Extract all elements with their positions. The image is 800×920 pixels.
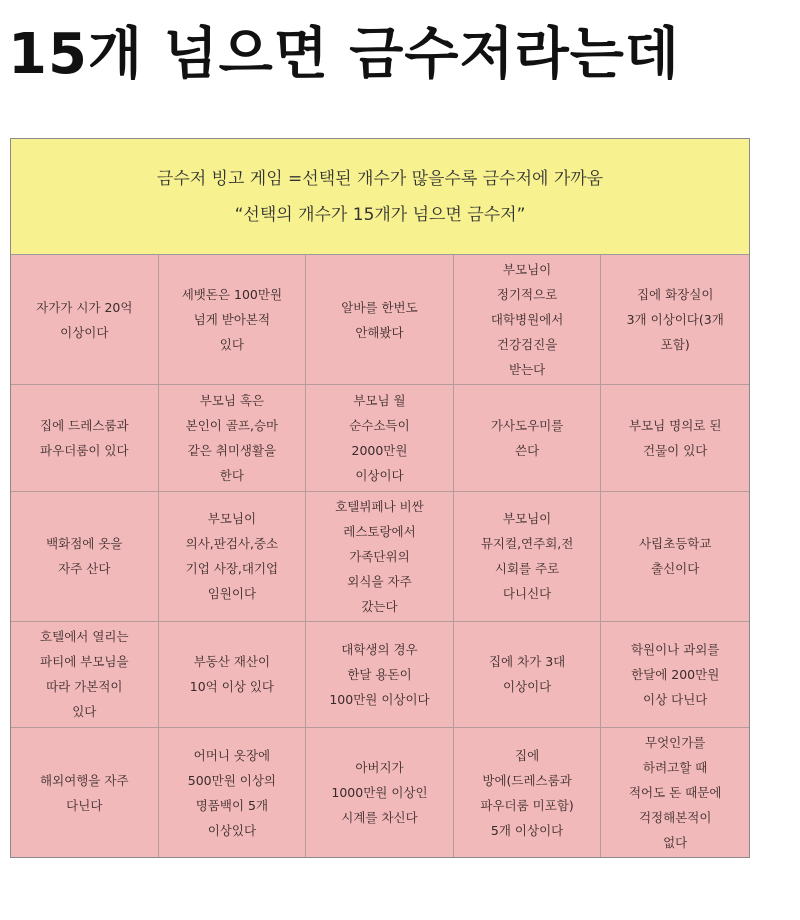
bingo-cell: 세뱃돈은 100만원 넘게 받아본적 있다 bbox=[159, 255, 307, 385]
bingo-cell: 백화점에 옷을 자주 산다 bbox=[11, 492, 159, 622]
bingo-cell: 사립초등학교 출신이다 bbox=[601, 492, 749, 622]
bingo-cell: 부모님이 의사,판검사,중소 기업 사장,대기업 임원이다 bbox=[159, 492, 307, 622]
bingo-cell: 어머니 옷장에 500만원 이상의 명품백이 5개 이상있다 bbox=[159, 728, 307, 857]
bingo-cell: 집에 화장실이 3개 이상이다(3개 포함) bbox=[601, 255, 749, 385]
bingo-cell: 해외여행을 자주 다닌다 bbox=[11, 728, 159, 857]
bingo-grid bbox=[11, 255, 749, 857]
bingo-header-rule: 금수저 빙고 게임 =선택된 개수가 많을수록 금수저에 가까움 bbox=[156, 168, 604, 189]
bingo-cell: 자가가 시가 20억 이상이다 bbox=[11, 255, 159, 385]
bingo-cell: 집에 방에(드레스룸과 파우더룸 미포함) 5개 이상이다 bbox=[454, 728, 602, 857]
bingo-header-condition: “선택의 개수가 15개가 넘으면 금수저” bbox=[234, 204, 526, 225]
bingo-cell: 집에 드레스룸과 파우더룸이 있다 bbox=[11, 385, 159, 492]
bingo-header bbox=[11, 139, 749, 255]
bingo-cell: 집에 차가 3대 이상이다 bbox=[454, 622, 602, 729]
bingo-cell: 부모님 명의로 된 건물이 있다 bbox=[601, 385, 749, 492]
bingo-cell: 부모님이 정기적으로 대학병원에서 건강검진을 받는다 bbox=[454, 255, 602, 385]
bingo-cell: 대학생의 경우 한달 용돈이 100만원 이상이다 bbox=[306, 622, 454, 729]
bingo-cell: 부모님 월 순수소득이 2000만원 이상이다 bbox=[306, 385, 454, 492]
bingo-cell: 부모님 혹은 본인이 골프,승마 같은 취미생활을 한다 bbox=[159, 385, 307, 492]
bingo-cell: 학원이나 과외를 한달에 200만원 이상 다닌다 bbox=[601, 622, 749, 729]
bingo-cell: 호텔뷔페나 비싼 레스토랑에서 가족단위의 외식을 자주 갔는다 bbox=[306, 492, 454, 622]
bingo-cell: 알바를 한번도 안해봤다 bbox=[306, 255, 454, 385]
bingo-cell: 아버지가 1000만원 이상인 시계를 차신다 bbox=[306, 728, 454, 857]
bingo-cell: 부동산 재산이 10억 이상 있다 bbox=[159, 622, 307, 729]
headline-title: 15개 넘으면 금수저라는데 bbox=[8, 22, 680, 87]
bingo-cell: 무엇인가를 하려고할 때 적어도 돈 때문에 걱정해본적이 없다 bbox=[601, 728, 749, 857]
bingo-cell: 부모님이 뮤지컬,연주회,전 시회를 주로 다니신다 bbox=[454, 492, 602, 622]
bingo-cell: 호텔에서 열리는 파티에 부모님을 따라 가본적이 있다 bbox=[11, 622, 159, 729]
bingo-board bbox=[10, 138, 750, 858]
bingo-cell: 가사도우미를 쓴다 bbox=[454, 385, 602, 492]
